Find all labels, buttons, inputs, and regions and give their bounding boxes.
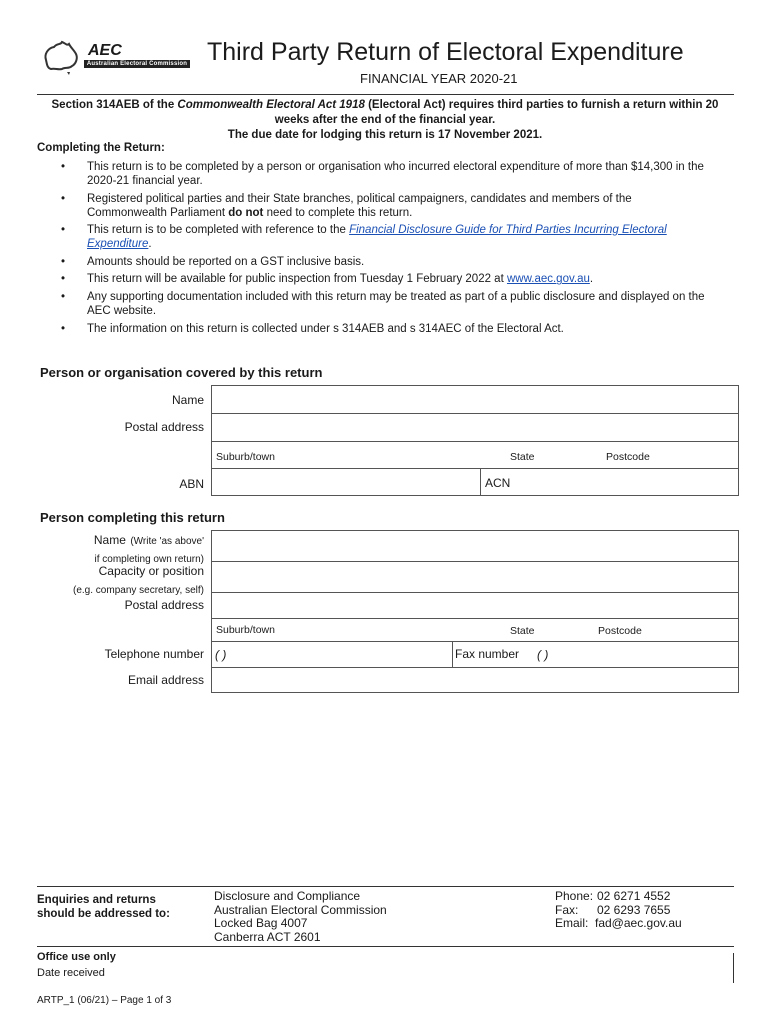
address-divider: [211, 441, 739, 442]
acn-input[interactable]: [480, 468, 739, 496]
date-received-label: Date received: [37, 967, 105, 979]
contact-labels: Phone: Fax: Email:: [555, 889, 594, 930]
list-item: • Registered political parties and their State branches, political campaigners, candidates and members of the Commonwealth Parliament do not need to complete this return.: [61, 192, 632, 219]
office-use-label: Office use only: [37, 951, 116, 963]
capacity-input[interactable]: [211, 561, 739, 593]
acn-label: ACN: [485, 476, 511, 490]
phone-number: 02 6271 4552: [597, 889, 671, 903]
postal-address-block: Disclosure and Compliance Australian Electoral Commission Locked Bag 4007 Canberra ACT 2601: [214, 889, 387, 944]
postcode-label: Postcode: [598, 625, 642, 637]
list-item: • Any supporting documentation included with this return may be treated as part of a public disclosure and displayed on the AEC website.: [61, 290, 705, 317]
abn-label: ABN: [179, 477, 204, 491]
completer-name-input[interactable]: [211, 530, 739, 562]
australia-map-icon: [38, 38, 86, 78]
instructions-list: [58, 160, 708, 339]
list-item: • Amounts should be reported on a GST inclusive basis.: [61, 255, 365, 268]
section-covered-heading: Person or organisation covered by this return: [40, 365, 323, 380]
list-item: • This return is to be completed by a person or organisation who incurred electoral expenditure of more than $14,300 in the 2020-21 financial year.: [61, 161, 704, 187]
disclosure-guide-link[interactable]: Financial Disclosure Guide for Third Parties Incurring Electoral Expenditure: [87, 224, 667, 251]
fax-label: Fax number: [455, 647, 520, 661]
aec-website-link[interactable]: www.aec.gov.au: [506, 273, 590, 286]
capacity-label: Capacity or position (e.g. company secretary, self): [73, 564, 204, 596]
page-title: Third Party Return of Electoral Expenditure: [207, 38, 684, 66]
email-label: Email address: [127, 673, 204, 687]
fax-area-code: ( ): [537, 648, 549, 662]
list-item: • This return is to be completed with reference to the Financial Disclosure Guide for Third Parties Incurring Electoral Expenditure.: [61, 224, 667, 251]
name-label: Name: [171, 393, 204, 407]
due-date: The due date for lodging this return is 17 November 2021.: [227, 129, 543, 141]
telephone-input[interactable]: [211, 641, 453, 668]
section-completing-heading: Person completing this return: [40, 510, 225, 525]
address-divider: [211, 618, 739, 619]
section-314aeb-notice: Section 314AEB of the Commonwealth Electoral Act 1918 (Electoral Act) requires third parties to furnish a return within 20 weeks after the end of the financial year.: [51, 99, 719, 126]
postcode-label: Postcode: [606, 451, 650, 463]
suburb-label: Suburb/town: [216, 451, 275, 463]
fax-number: 02 6293 7655: [597, 902, 671, 917]
list-item: • This return will be available for public inspection from Tuesday 1 February 2022 at www.aec.gov.au.: [61, 273, 594, 286]
contact-values: [597, 890, 682, 931]
financial-year: FINANCIAL YEAR 2020-21: [360, 71, 518, 86]
form-code: ARTP_1 (06/21) – Page 1 of 3: [37, 995, 172, 1006]
postal-address-label: Postal address: [124, 420, 204, 434]
abn-input[interactable]: [211, 468, 481, 496]
aec-subtitle-band: Australian Electoral Commission: [84, 60, 190, 68]
enquiries-label: Enquiries and returns should be addressed to:: [37, 894, 170, 920]
aec-wordmark: AEC: [88, 42, 122, 59]
state-label: State: [510, 451, 535, 463]
office-use-divider: [37, 946, 734, 947]
completer-postal-address-input[interactable]: [211, 592, 739, 642]
header-divider: [37, 94, 734, 95]
completer-name-label: Name (Write 'as above' if completing own return): [93, 533, 204, 565]
telephone-label: Telephone number: [104, 647, 204, 661]
office-use-edge: [733, 953, 734, 983]
footer-divider: [37, 886, 734, 887]
covered-name-input[interactable]: [211, 385, 739, 414]
email-input[interactable]: [211, 667, 739, 693]
completing-heading: Completing the Return:: [37, 142, 165, 154]
telephone-area-code: ( ): [215, 648, 227, 662]
email-address: fad@aec.gov.au: [595, 916, 682, 930]
suburb-label: Suburb/town: [216, 624, 275, 636]
state-label: State: [510, 625, 535, 637]
postal-address-label: Postal address: [124, 598, 204, 612]
list-item: • The information on this return is collected under s 314AEB and s 314AEC of the Electoral Act.: [61, 322, 564, 335]
